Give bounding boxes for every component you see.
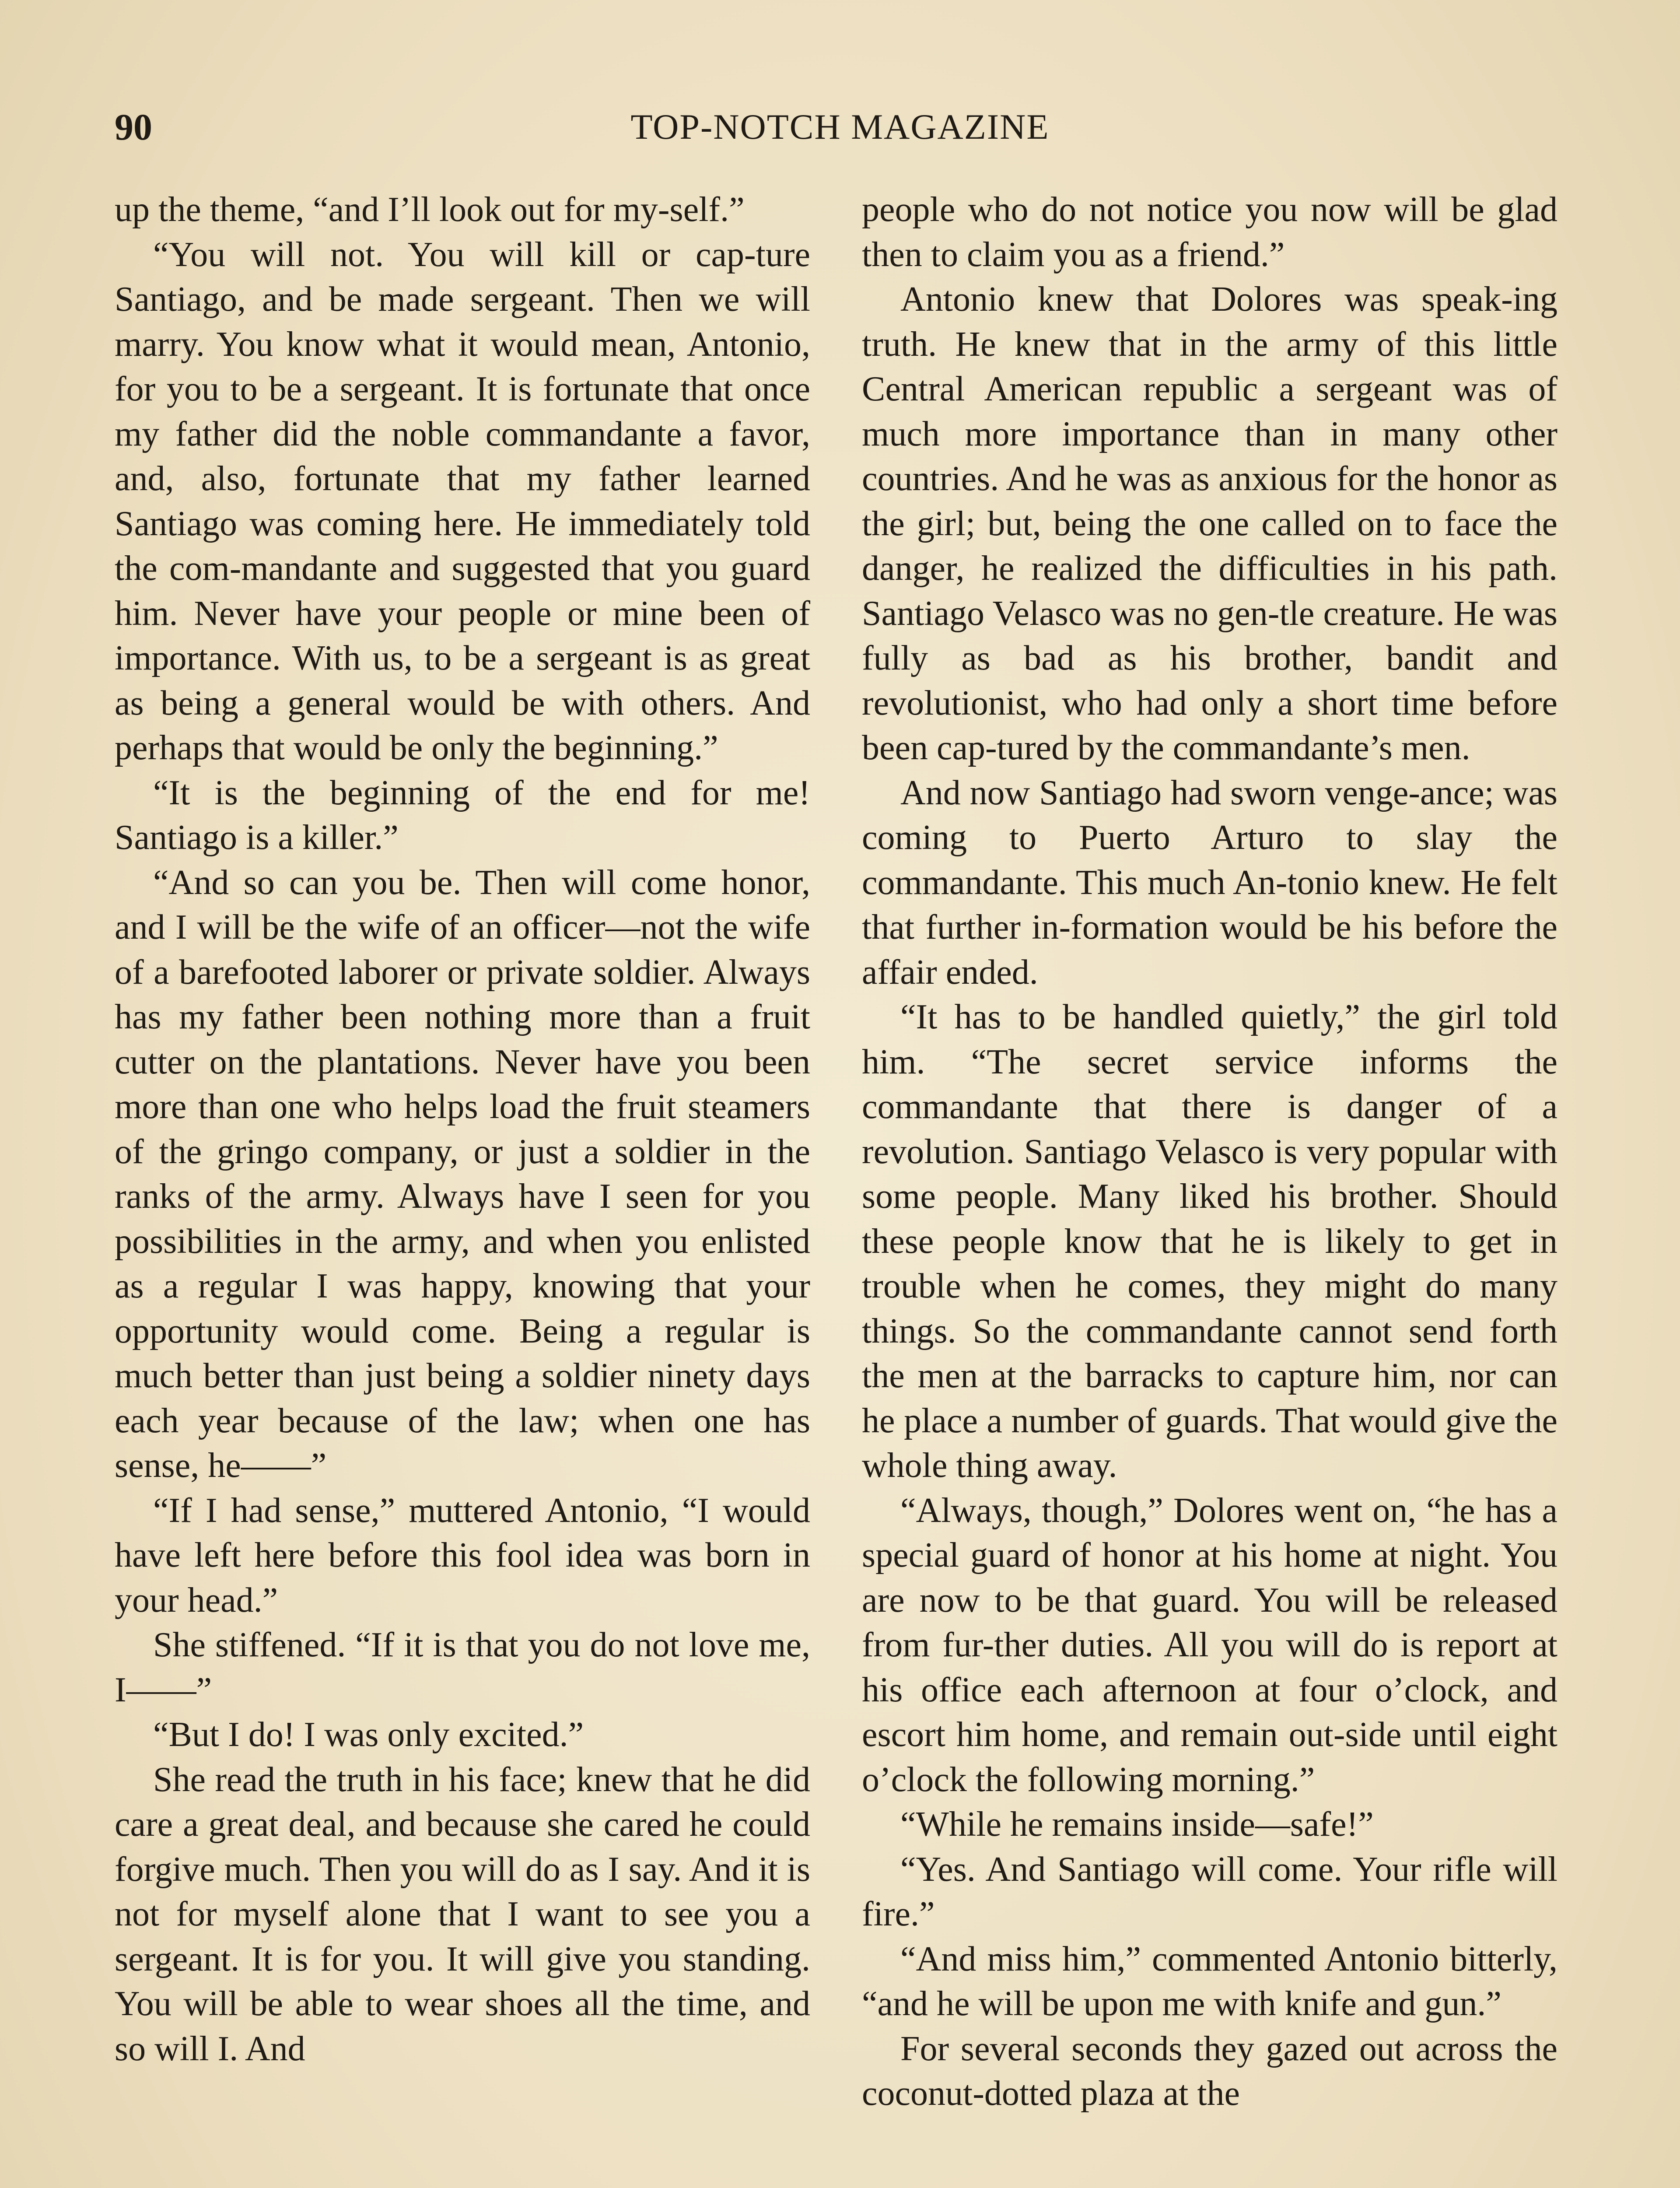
right-column: [862, 187, 1558, 2116]
paragraph: “Yes. And Santiago will come. Your rifle will fire.”: [862, 1850, 1558, 1933]
paragraph: up the theme, “and I’ll look out for my-self.”: [115, 190, 745, 229]
paragraph: “While he remains inside—safe!”: [900, 1805, 1374, 1844]
paragraph: She stiffened. “If it is that you do not love me, I——”: [115, 1626, 810, 1709]
paragraph: “Always, though,” Dolores went on, “he has a special guard of honor at his home at night. You are now to be that guard. You will be released from fur-ther duties. All you will do is report at his office each afternoon at four o’clock, and escort him home, and remain out-side until eight o’clock the following morning.”: [862, 1491, 1558, 1799]
left-column: [115, 187, 810, 2071]
paragraph: And now Santiago had sworn venge-ance; was coming to Puerto Arturo to slay the commandante. This much An-tonio knew. He felt that further in-formation would be his before the affair ended.: [862, 773, 1558, 992]
paragraph: “It has to be handled quietly,” the girl told him. “The secret service informs the commandante that there is danger of a revolution. Santiago Velasco is very popular with some people. Many liked his brother. Should these people know that he is likely to get in trouble when he comes, they might do many things. So the commandante cannot send forth the men at the barracks to capture him, nor can he place a number of guards. That would give the whole thing away.: [862, 998, 1558, 1485]
paragraph: “And miss him,” commented Antonio bitterly, “and he will be upon me with knife and gun.”: [862, 1939, 1558, 2023]
paragraph: people who do not notice you now will be glad then to claim you as a friend.”: [862, 190, 1558, 274]
paragraph: She read the truth in his face; knew that he did care a great deal, and because she cared he could forgive much. Then you will do as I say. And it is not for myself alone that I want to see you a sergeant. It is for you. It will give you standing. You will be able to wear shoes all the time, and so will I. And: [115, 1760, 810, 2068]
paragraph: Antonio knew that Dolores was speak-ing truth. He knew that in the army of this little Central American republic a sergeant was of much more importance than in many other countries. And he was as anxious for the honor as the girl; but, being the one called on to face the danger, he realized the difficulties in his path. Santiago Velasco was no gen-tle creature. He was fully as bad as his brother, bandit and revolutionist, who had only a short time before been cap-tured by the commandante’s men.: [862, 280, 1558, 767]
magazine-title: TOP-NOTCH MAGAZINE: [630, 107, 1050, 147]
paragraph: “You will not. You will kill or cap-ture Santiago, and be made sergeant. Then we will marry. You know what it would mean, Antonio, for you to be a sergeant. It is fortunate that once my father did the noble commandante a favor, and, also, fortunate that my father learned Santiago was coming here. He immediately told the com-mandante and suggested that you guard him. Never have your people or mine been of importance. With us, to be a sergeant is as great as being a general would be with others. And perhaps that would be only the beginning.”: [115, 235, 810, 767]
paragraph: “If I had sense,” muttered Antonio, “I would have left here before this fool idea was born in your head.”: [115, 1491, 810, 1620]
paragraph: “It is the beginning of the end for me! Santiago is a killer.”: [115, 773, 810, 857]
running-head: [115, 98, 1565, 164]
page-number: 90: [115, 106, 152, 148]
paragraph: “And so can you be. Then will come honor, and I will be the wife of an officer—not the wife of a barefooted laborer or private soldier. Always has my father been nothing more than a fruit cutter on the plantations. Never have you been more than one who helps load the fruit steamers of the gringo company, or just a soldier in the ranks of the army. Always have I seen for you possibilities in the army, and when you enlisted as a regular I was happy, knowing that your opportunity would come. Being a regular is much better than just being a soldier ninety days each year because of the law; when one has sense, he——”: [115, 863, 810, 1485]
paragraph: “But I do! I was only excited.”: [153, 1715, 584, 1754]
paragraph: For several seconds they gazed out across the coconut-dotted plaza at the: [862, 2029, 1558, 2113]
